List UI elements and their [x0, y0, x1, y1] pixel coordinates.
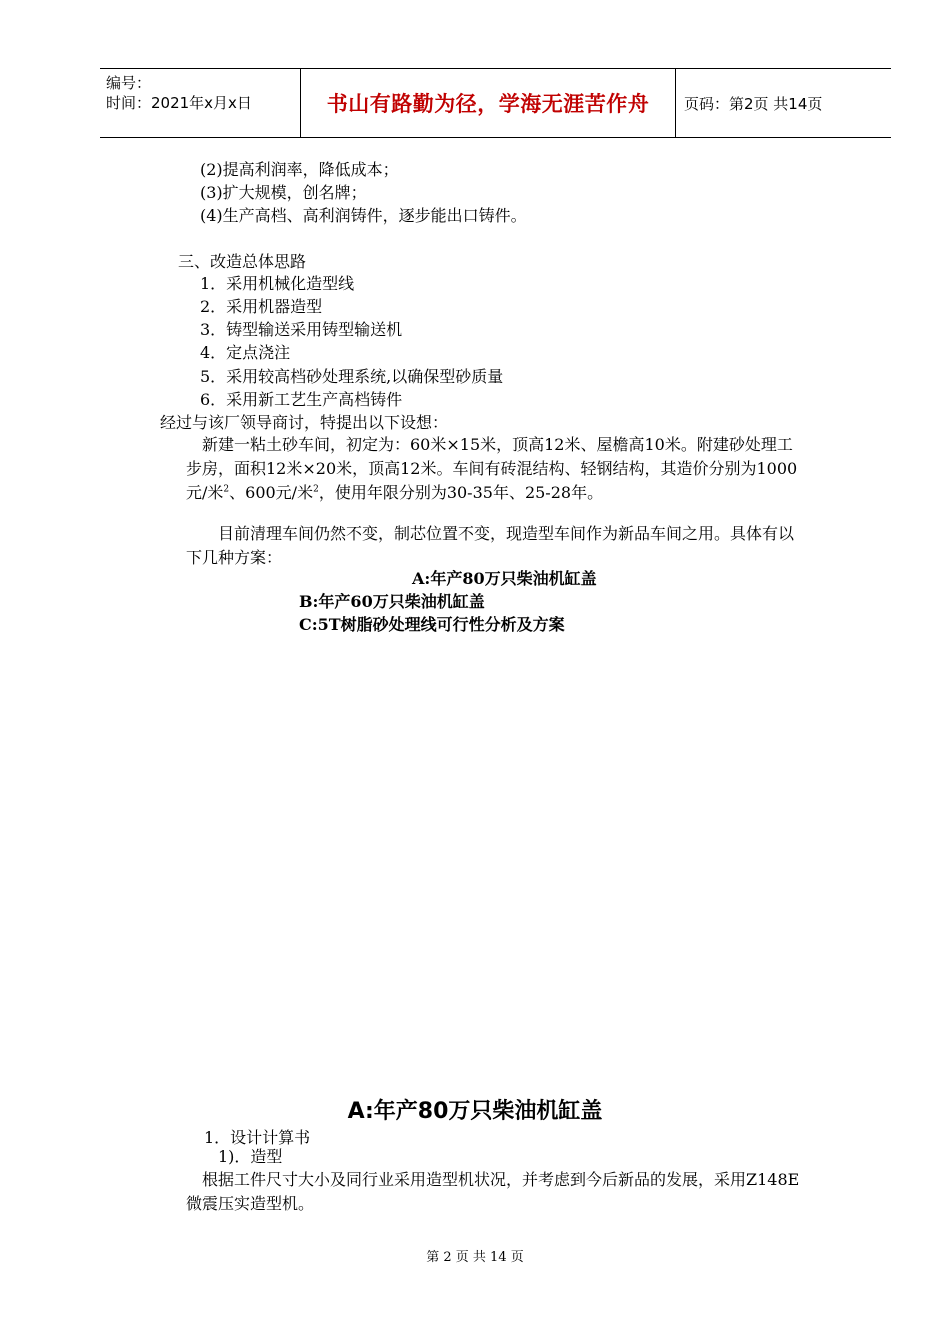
paragraph-molding: 根据工件尺寸大小及同行业采用造型机状况，并考虑到今后新品的发展，采用Z148E微震压实造型机。 [186, 1170, 800, 1213]
para1-text-b: 、600元/米 [229, 483, 314, 502]
para1-text-a: 新建一粘土砂车间，初定为：60米×15米，顶高12米、屋檐高10米。附建砂处理工步房，面积12米×20米，顶高12米。车间有砖混结构、轻钢结构，其造价分别为1000元/米 [186, 435, 798, 502]
subsection-heading: 1．设计计算书 [204, 1128, 311, 1147]
para1-text-c: ，使用年限分别为30-35年、25-28年。 [318, 483, 604, 502]
page-footer: 第 2 页 共 14 页 [426, 1250, 524, 1265]
paragraph-building [186, 433, 806, 505]
section-heading: 三、改造总体思路 [178, 252, 307, 271]
subsection-heading: 1)．造型 [218, 1147, 283, 1166]
plan-b: B:年产60万只柴油机缸盖 [299, 592, 485, 611]
list-item: 5．采用较高档砂处理系统,以确保型砂质量 [200, 367, 504, 386]
paragraph-plans-intro: 目前清理车间仍然不变，制芯位置不变，现造型车间作为新品车间之用。具体有以下几种方案： [186, 524, 795, 567]
plan-c: C:5T树脂砂处理线可行性分析及方案 [299, 615, 565, 634]
list-item: 1．采用机械化造型线 [200, 274, 355, 293]
section-a-title: A:年产80万只柴油机缸盖 [347, 1099, 603, 1124]
intro-line: 经过与该厂领导商讨，特提出以下设想： [160, 413, 449, 432]
superscript: 2 [223, 484, 230, 495]
time-label: 时间：2021年x月x日 [106, 94, 252, 112]
goal-item: (4)生产高档、高利润铸件，逐步能出口铸件。 [200, 206, 527, 225]
list-item: 6．采用新工艺生产高档铸件 [200, 390, 403, 409]
plan-a: A:年产80万只柴油机缸盖 [412, 569, 597, 588]
list-item: 3．铸型输送采用铸型输送机 [200, 320, 403, 339]
code-label: 编号： [106, 74, 152, 92]
goal-item: (2)提高利润率，降低成本； [200, 160, 399, 179]
list-item: 2．采用机器造型 [200, 297, 323, 316]
superscript: 2 [313, 484, 319, 495]
list-item: 4．定点浇注 [200, 343, 291, 362]
header-page-info: 页码：第2页 共14页 [684, 94, 823, 113]
goal-item: (3)扩大规模，创名牌； [200, 183, 367, 202]
page-header [100, 68, 891, 138]
header-motto: 书山有路勤为径，学海无涯苦作舟 [301, 69, 676, 137]
header-left-cell [100, 69, 301, 137]
